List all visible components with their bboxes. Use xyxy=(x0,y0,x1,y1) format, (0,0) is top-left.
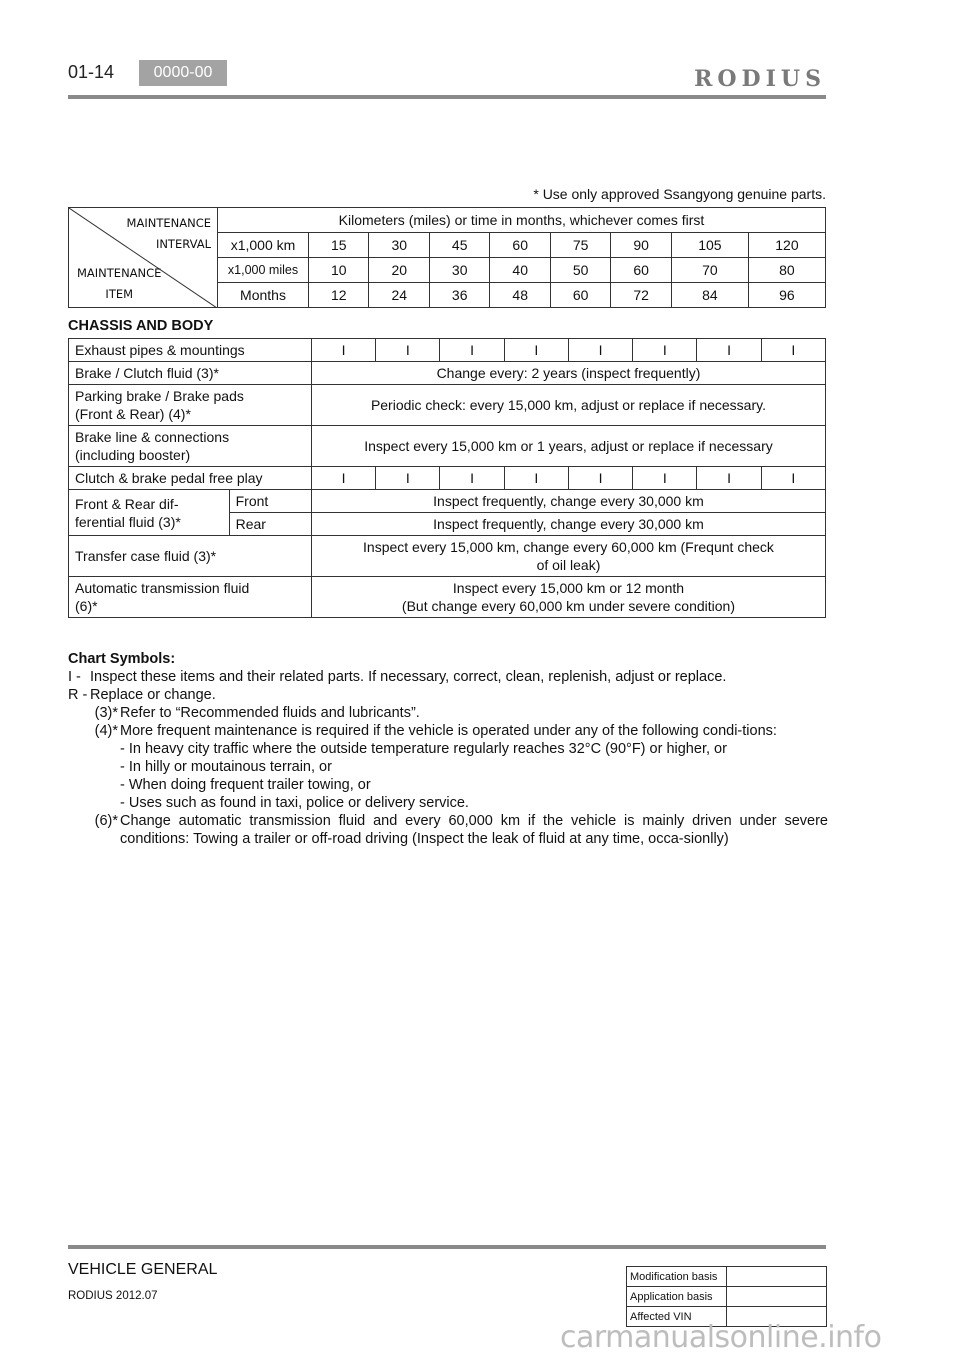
footer-divider xyxy=(68,1245,826,1249)
maintenance-interval-label: MAINTENANCE INTERVAL xyxy=(126,216,211,251)
cell: 30 xyxy=(429,258,489,283)
cell: 12 xyxy=(309,283,369,308)
cell: 10 xyxy=(309,258,369,283)
cell: I xyxy=(504,467,568,490)
basis-row xyxy=(627,1287,827,1307)
note-6-text: Change automatic transmission fluid and every 60,000 km if the vehicle is mainly driven under severe conditions: Towing a trailer or off-road driving (Inspect the leak of fluid at any time, occa-sionlly) xyxy=(120,813,828,847)
transfer-case-row xyxy=(69,536,826,577)
note-4-bullet: - In hilly or moutainous terrain, or xyxy=(120,759,332,775)
cell: I xyxy=(697,467,761,490)
row-label: x1,000 miles xyxy=(218,258,309,283)
footer-model-date: RODIUS 2012.07 xyxy=(68,1290,158,1302)
page-number: 01-14 xyxy=(68,62,115,82)
maintenance-interval-table xyxy=(68,207,826,308)
atf-row xyxy=(69,577,826,618)
cell: 120 xyxy=(748,233,825,258)
cell: I xyxy=(376,467,440,490)
item-label: Front & Rear dif- ferential fluid (3)* xyxy=(69,490,230,536)
cell: I xyxy=(504,339,568,362)
basis-table xyxy=(626,1266,827,1327)
differential-front-row xyxy=(69,490,826,513)
cell: 70 xyxy=(671,258,748,283)
interval-text: Inspect every 15,000 km or 12 month (But change every 60,000 km under severe condition) xyxy=(311,577,825,618)
interval-text: Inspect every 15,000 km, change every 60,000 km (Frequnt check of oil leak) xyxy=(311,536,825,577)
cell: 60 xyxy=(611,258,671,283)
cell: 40 xyxy=(490,258,550,283)
cell: I xyxy=(311,467,375,490)
cell: 72 xyxy=(611,283,671,308)
cell: 105 xyxy=(671,233,748,258)
interval-text: Change every: 2 years (inspect frequently) xyxy=(311,362,825,385)
watermark: carmanualsonline.info xyxy=(560,1320,882,1355)
chart-symbols-title: Chart Symbols: xyxy=(68,651,176,667)
cell: 80 xyxy=(748,258,825,283)
basis-label: Affected VIN xyxy=(627,1307,727,1327)
interval-text: Periodic check: every 15,000 km, adjust or replace if necessary. xyxy=(311,385,825,426)
note-6-key: (6)* xyxy=(94,813,118,829)
maintenance-item-label: MAINTENANCE ITEM xyxy=(77,266,162,301)
interval-title: Kilometers (miles) or time in months, whichever comes first xyxy=(218,208,826,233)
cell: 36 xyxy=(429,283,489,308)
interval-text: Inspect every 15,000 km or 1 years, adjust or replace if necessary xyxy=(311,426,825,467)
note-4-key: (4)* xyxy=(94,723,118,739)
section-title: CHASSIS AND BODY xyxy=(68,318,214,334)
cell: 48 xyxy=(490,283,550,308)
genuine-parts-note: * Use only approved Ssangyong genuine parts. xyxy=(533,186,826,202)
symbol-i-key: I - xyxy=(68,669,81,685)
item-label: Parking brake / Brake pads (Front & Rear) (4)* xyxy=(69,385,312,426)
cell: I xyxy=(376,339,440,362)
note-4-bullet: - Uses such as found in taxi, police or delivery service. xyxy=(120,795,469,811)
cell: I xyxy=(761,467,825,490)
note-4-row xyxy=(68,722,828,740)
cell: 60 xyxy=(490,233,550,258)
cell: I xyxy=(633,467,697,490)
section-code-badge: 0000-00 xyxy=(139,60,227,86)
sub-label-front: Front xyxy=(229,490,311,513)
item-label: Automatic transmission fluid (6)* xyxy=(69,577,312,618)
basis-label: Modification basis xyxy=(627,1267,727,1287)
cell: I xyxy=(761,339,825,362)
cell: 30 xyxy=(369,233,429,258)
cell: I xyxy=(568,467,632,490)
brake-fluid-row xyxy=(69,362,826,385)
row-label: Months xyxy=(218,283,309,308)
footer-section-name: VEHICLE GENERAL xyxy=(68,1261,218,1278)
cell: 60 xyxy=(550,283,610,308)
brand-logo: RODIUS xyxy=(694,66,826,92)
symbol-i-row xyxy=(68,668,828,686)
item-label: Brake / Clutch fluid (3)* xyxy=(69,362,312,385)
cell: I xyxy=(633,339,697,362)
header-divider xyxy=(68,95,826,99)
basis-value xyxy=(727,1267,827,1287)
symbol-r-key: R - xyxy=(68,687,88,703)
cell: I xyxy=(440,339,504,362)
chassis-body-table xyxy=(68,338,826,618)
basis-label: Application basis xyxy=(627,1287,727,1307)
brake-line-row xyxy=(69,426,826,467)
cell: I xyxy=(311,339,375,362)
cell: 90 xyxy=(611,233,671,258)
basis-row xyxy=(627,1267,827,1287)
parking-brake-row xyxy=(69,385,826,426)
cell: 96 xyxy=(748,283,825,308)
chart-symbols-legend xyxy=(68,650,828,848)
cell: 20 xyxy=(369,258,429,283)
cell: I xyxy=(440,467,504,490)
item-label: Exhaust pipes & mountings xyxy=(69,339,312,362)
cell: I xyxy=(568,339,632,362)
symbol-r-row xyxy=(68,686,828,704)
symbol-r-text: Replace or change. xyxy=(90,687,216,703)
row-label: x1,000 km xyxy=(218,233,309,258)
cell: 24 xyxy=(369,283,429,308)
interval-text: Inspect frequently, change every 30,000 km xyxy=(311,490,825,513)
note-3-text: Refer to “Recommended fluids and lubricants”. xyxy=(120,705,420,721)
item-label: Brake line & connections (including booster) xyxy=(69,426,312,467)
symbol-i-text: Inspect these items and their related parts. If necessary, correct, clean, replenish, adjust or replace. xyxy=(90,669,727,685)
note-4-bullet: - When doing frequent trailer towing, or xyxy=(120,777,371,793)
item-label: Clutch & brake pedal free play xyxy=(69,467,312,490)
exhaust-row xyxy=(69,339,826,362)
interval-text: Inspect frequently, change every 30,000 km xyxy=(311,513,825,536)
item-label: Transfer case fluid (3)* xyxy=(69,536,312,577)
clutch-pedal-row xyxy=(69,467,826,490)
cell: 84 xyxy=(671,283,748,308)
cell: 50 xyxy=(550,258,610,283)
note-6-row xyxy=(68,812,828,848)
interval-item-corner-cell xyxy=(69,208,218,308)
note-4-bullet: - In heavy city traffic where the outside temperature regularly reaches 32°C (90°F) or higher, or xyxy=(120,741,727,757)
cell: 45 xyxy=(429,233,489,258)
note-4-text: More frequent maintenance is required if the vehicle is operated under any of the following condi-tions: xyxy=(120,723,777,739)
note-3-row xyxy=(68,704,828,722)
note-3-key: (3)* xyxy=(94,705,118,721)
cell: 15 xyxy=(309,233,369,258)
cell: 75 xyxy=(550,233,610,258)
cell: I xyxy=(697,339,761,362)
sub-label-rear: Rear xyxy=(229,513,311,536)
basis-value xyxy=(727,1287,827,1307)
